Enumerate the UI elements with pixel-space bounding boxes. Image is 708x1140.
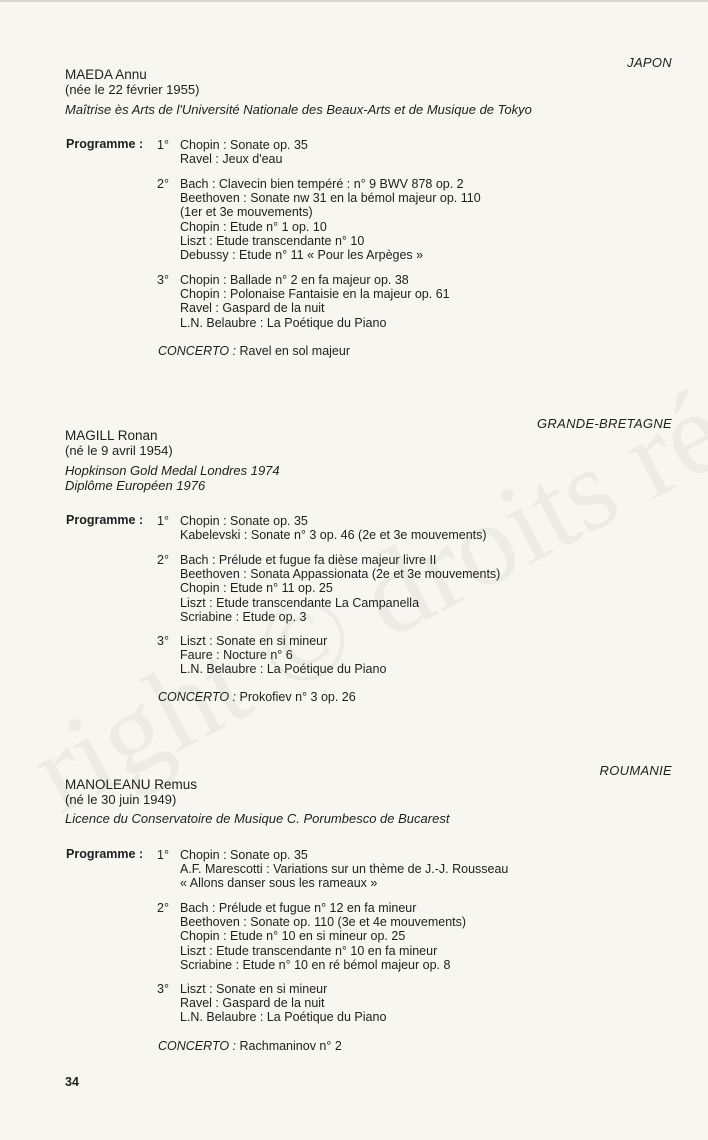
credential: Licence du Conservatoire de Musique C. Porumbesco de Bucarest: [65, 811, 450, 826]
piece-line: A.F. Marescotti : Variations sur un thème de J.-J. Rousseau: [180, 862, 509, 877]
piece-line: L.N. Belaubre : La Poétique du Piano: [180, 662, 387, 677]
group-number: 1°: [157, 138, 169, 152]
group-number: 3°: [157, 634, 169, 648]
group-number: 1°: [157, 848, 169, 862]
country-label: ROUMANIE: [599, 763, 672, 778]
piece-line: Beethoven : Sonate op. 110 (3e et 4e mouvements): [180, 915, 467, 930]
page-number: 34: [65, 1075, 79, 1089]
group-number: 2°: [157, 177, 169, 191]
piece-line: Beethoven : Sonata Appassionata (2e et 3e mouvements): [180, 567, 501, 582]
piece-line: « Allons danser sous les rameaux »: [180, 876, 378, 891]
piece-line: Scriabine : Etude op. 3: [180, 609, 307, 624]
programme-label: Programme :: [66, 137, 144, 151]
piece-line: Bach : Prélude et fugue n° 12 en fa mineur: [180, 901, 417, 915]
piece-line: Ravel : Gaspard de la nuit: [180, 996, 325, 1011]
programme-label: Programme :: [66, 513, 144, 527]
concerto-label: CONCERTO :: [158, 344, 237, 358]
piece-line: Chopin : Sonate op. 35: [180, 848, 308, 862]
group-number: 2°: [157, 901, 169, 915]
piece-line: Liszt : Etude transcendante n° 10 en fa mineur: [180, 943, 438, 958]
concerto-line: [158, 344, 350, 358]
piece-line: Beethoven : Sonate nw 31 en la bémol majeur op. 110: [180, 191, 481, 206]
concerto-line: [158, 1039, 342, 1053]
piece-line: Scriabine : Etude n° 10 en ré bémol majeur op. 8: [180, 957, 451, 972]
group-number: 3°: [157, 982, 169, 996]
piece-line: Liszt : Sonate en si mineur: [180, 634, 328, 648]
piece-line: Bach : Prélude et fugue fa dièse majeur livre II: [180, 553, 437, 567]
competitor-name: MAGILL Ronan: [65, 428, 158, 443]
credential: Maîtrise ès Arts de l'Université Nationale des Beaux-Arts et de Musique de Tokyo: [65, 102, 532, 117]
competitor-name: MANOLEANU Remus: [65, 777, 198, 792]
concerto-line: [158, 690, 356, 704]
concerto-label: CONCERTO :: [158, 690, 237, 704]
programme-label: Programme :: [66, 847, 144, 861]
country-label: GRANDE-BRETAGNE: [537, 416, 672, 431]
concerto-piece: Prokofiev n° 3 op. 26: [239, 690, 356, 704]
group-number: 3°: [157, 273, 169, 287]
piece-line: Debussy : Etude n° 11 « Pour les Arpèges »: [180, 248, 424, 263]
piece-line: Faure : Nocture n° 6: [180, 648, 293, 663]
piece-line: Chopin : Etude n° 11 op. 25: [180, 581, 333, 596]
concerto-piece: Rachmaninov n° 2: [239, 1039, 342, 1053]
concerto-label: CONCERTO :: [158, 1039, 237, 1053]
concerto-piece: Ravel en sol majeur: [239, 344, 350, 358]
birth-date: (né le 30 juin 1949): [65, 792, 177, 807]
piece-line: Chopin : Sonate op. 35: [180, 514, 308, 528]
group-number: 1°: [157, 514, 169, 528]
piece-line: (1er et 3e mouvements): [180, 205, 313, 220]
piece-line: Liszt : Etude transcendante La Campanella: [180, 595, 420, 610]
piece-line: Chopin : Polonaise Fantaisie en la majeur op. 61: [180, 287, 450, 302]
piece-line: Bach : Clavecin bien tempéré : n° 9 BWV 878 op. 2: [180, 177, 464, 191]
piece-line: Chopin : Etude n° 10 en si mineur op. 25: [180, 929, 406, 944]
piece-line: Liszt : Sonate en si mineur: [180, 982, 328, 996]
piece-line: Ravel : Gaspard de la nuit: [180, 301, 325, 316]
piece-line: L.N. Belaubre : La Poétique du Piano: [180, 1010, 387, 1025]
piece-line: L.N. Belaubre : La Poétique du Piano: [180, 315, 387, 330]
piece-line: Chopin : Etude n° 1 op. 10: [180, 219, 327, 234]
piece-line: Chopin : Sonate op. 35: [180, 138, 308, 152]
birth-date: (né le 9 avril 1954): [65, 443, 173, 458]
credential: Hopkinson Gold Medal Londres 1974: [65, 463, 280, 478]
piece-line: Liszt : Etude transcendante n° 10: [180, 233, 365, 248]
birth-date: (née le 22 février 1955): [65, 82, 200, 97]
competitor-name: MAEDA Annu: [65, 67, 147, 82]
piece-line: Chopin : Ballade n° 2 en fa majeur op. 38: [180, 273, 409, 287]
country-label: JAPON: [627, 55, 672, 70]
piece-line: Kabelevski : Sonate n° 3 op. 46 (2e et 3e mouvements): [180, 528, 487, 543]
credential: Diplôme Européen 1976: [65, 478, 206, 493]
group-number: 2°: [157, 553, 169, 567]
page-edge: [0, 0, 708, 2]
piece-line: Ravel : Jeux d'eau: [180, 152, 283, 167]
